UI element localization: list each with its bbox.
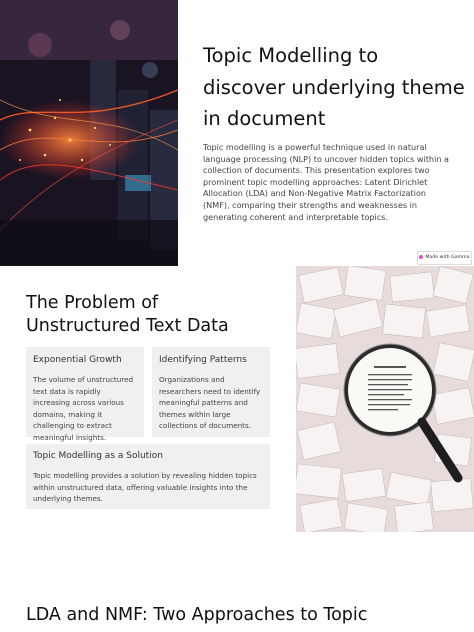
card-heading: Topic Modelling as a Solution [33, 451, 163, 461]
card-heading: Identifying Patterns [159, 355, 247, 365]
card-topic-modelling-solution [26, 444, 270, 509]
slide-title: LDA and NMF: Two Approaches to Topic [26, 605, 368, 625]
light-trails-graphic [0, 0, 178, 266]
slide-title: The Problem of Unstructured Text Data [26, 293, 229, 336]
card-identifying-patterns [152, 347, 270, 437]
card-text: Topic modelling provides a solution by revealing hidden topics within unstructured data, offering valuable insights into the underlying themes. [33, 471, 257, 504]
hero-image-network-lights [0, 0, 178, 266]
slide-description: Topic modelling is a powerful technique used in natural language processing (NLP) to uncover hidden topics within a collection of documents. This presentation explores two prominent topic modelling approaches: Latent Dirichlet Allocation (LDA) and Non-Negative Matrix Factorization (NMF), comparing their strengths and weaknesses in generating coherent and interpretable topics. [203, 142, 449, 222]
papers-magnifier-graphic [296, 266, 474, 532]
gamma-logo-icon [419, 255, 423, 259]
slide-lda-nmf [0, 532, 474, 632]
card-text: Organizations and researchers need to identify meaningful patterns and themes within large collections of documents. [159, 375, 261, 431]
made-with-gamma-badge[interactable] [417, 251, 472, 265]
slide-intro [0, 0, 474, 266]
badge-label: Made with Gamma [425, 255, 470, 260]
slide-problem [0, 266, 474, 532]
card-exponential-growth [26, 347, 144, 442]
slide-title: Topic Modelling to discover underlying theme in document [203, 44, 465, 130]
card-text: The volume of unstructured text data is rapidly increasing across various domains, making it challenging to extract meaningful insights. [33, 375, 134, 442]
papers-magnifier-image [296, 266, 474, 532]
card-heading: Exponential Growth [33, 355, 122, 365]
